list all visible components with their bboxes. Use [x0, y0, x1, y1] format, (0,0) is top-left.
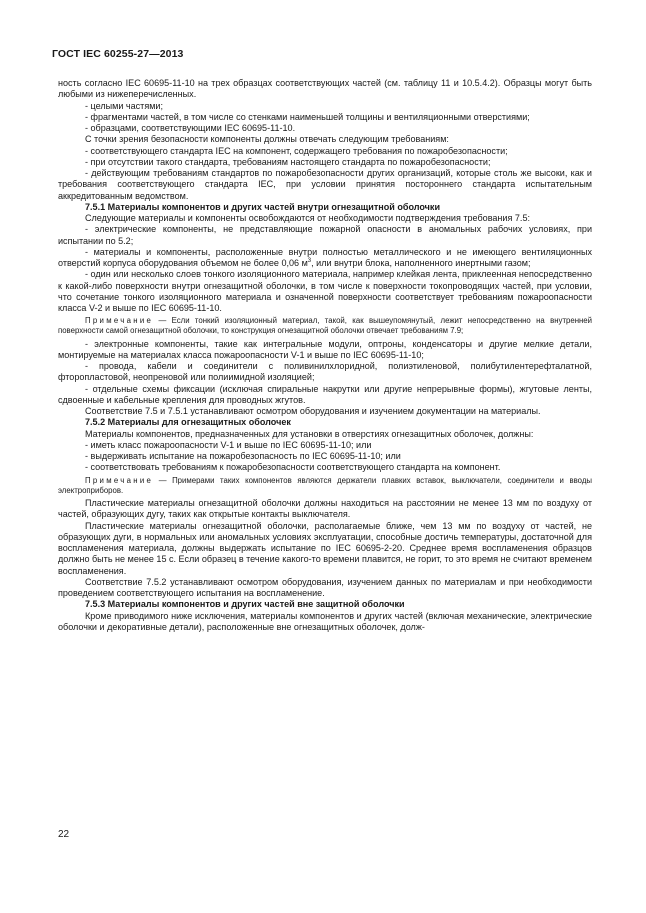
paragraph-text: - материалы и компоненты, расположенные внутри полностью металлического и не имеющего вентиляционных отверстий корпуса оборудования объемом не более 0,06 м — [58, 246, 592, 268]
paragraph: - соответствующего стандарта IEC на компонент, содержащего требования по пожаробезопасности; — [85, 145, 508, 156]
paragraph: - иметь класс пожароопасности V-1 и выше по IEC 60695-11-10; или — [85, 439, 372, 450]
section-heading: 7.5.3 Материалы компонентов и других частей вне защитной оболочки — [85, 599, 405, 610]
section-heading: 7.5.2 Материалы для огнезащитных оболочек — [85, 417, 291, 428]
paragraph: - соответствовать требованиям к пожаробезопасности соответствующего стандарта на компонент. — [85, 462, 501, 473]
document-header: ГОСТ IEC 60255-27—2013 — [52, 48, 184, 60]
page-number: 22 — [58, 829, 70, 840]
paragraph-text: , или внутри блока, наполненного инертными газом; — [311, 258, 531, 268]
note — [58, 316, 592, 336]
paragraph: Соответствие 7.5 и 7.5.1 устанавливают осмотром оборудования и изучением документации на материалы. — [85, 406, 541, 417]
paragraph: - действующим требованиям стандартов по пожаробезопасности других организаций, которые столь же высоки, как и требования соответствующего стандарта IEC, при условии принятия постороннего стандарта испытательным аккредитованным ведомством. — [58, 168, 592, 201]
note-text: — Примерами таких компонентов являются держатели плавких вставок, выключатели, соединители и вводы электроприборов. — [58, 475, 592, 495]
paragraph: Кроме приводимого ниже исключения, материалы компонентов и других частей (включая механические, электрические оболочки и декоративные детали), расположенные вне огнезащитных оболочек, долж- — [58, 610, 592, 632]
paragraph: - один или несколько слоев тонкого изоляционного материала, например клейкая лента, приклеенная непосредственно к какой-либо поверхности внутри огнезащитной оболочки, в том числе к поверхности токопроводящих частей, при условии, что сочетание тонкого изоляционного материала и означенной поверхности соответствует требованиям пожароопасности класса V-2 и выше по IEC 60695-11-10. — [58, 269, 592, 313]
paragraph — [58, 247, 592, 270]
note-text: — Если тонкий изоляционный материал, такой, как вышеупомянутый, лежит непосредственно на внутренней поверхности самой огнезащитной оболочки, то конструкция огнезащитной оболочки отвечает требованиям 7.9; — [58, 316, 592, 336]
note — [58, 476, 592, 496]
paragraph: - выдерживать испытание на пожаробезопасность по IEC 60695-11-10; или — [85, 451, 401, 462]
paragraph: Пластические материалы огнезащитной оболочки должны находиться на расстоянии не менее 13 мм по воздуху от частей, образующих дугу, таких как открытые контакты выключателя. — [58, 498, 592, 520]
paragraph: - провода, кабели и соединители с поливинилхлоридной, полиэтиленовой, полибутилентерефталатной, фторопластовой, неопреновой или полиимидной изоляцией; — [58, 361, 592, 383]
paragraph: - целыми частями; — [85, 100, 164, 111]
paragraph: С точки зрения безопасности компоненты должны отвечать следующим требованиям: — [85, 134, 449, 145]
paragraph: - при отсутствии такого стандарта, требованиям настоящего стандарта по пожаробезопасности; — [85, 156, 491, 167]
paragraph: - фрагментами частей, в том числе со стенками наименьшей толщины и вентиляционными отверстиями; — [85, 111, 530, 122]
paragraph: Материалы компонентов, предназначенных для установки в отверстиях огнезащитных оболочек, должны: — [85, 428, 534, 439]
paragraph: Соответствие 7.5.2 устанавливают осмотром оборудования, изучением данных по материалам и при необходимости проведением соответствующего испытания на воспламенение. — [58, 576, 592, 599]
paragraph: Пластические материалы огнезащитной оболочки, располагаемые ближе, чем 13 мм по воздуху от частей, не образующих дуги, в нормальных или аномальных условиях эксплуатации, способные достичь температуры, достаточной для воспламенения материала, должны выдержать испытание по IEC 60695-2-20. Среднее время воспламенения образцов должно быть не менее 15 с. Если образец в течение какого-то времени плавится, не горит, то это время не считают временем воспламенения. — [58, 520, 592, 576]
paragraph: - отдельные схемы фиксации (исключая спиральные накрутки или другие непрерывные формы), жгутовые ленты, сдвоенные и кабельные крепления для проводных жгутов. — [58, 383, 592, 405]
superscript: 3 — [307, 257, 312, 264]
section-heading: 7.5.1 Материалы компонентов и других частей внутри огнезащитной оболочки — [85, 201, 441, 212]
paragraph: Следующие материалы и компоненты освобождаются от необходимости подтверждения требования 7.5: — [85, 213, 530, 223]
paragraph: - электронные компоненты, такие как интегральные модули, оптроны, конденсаторы и другие мелкие детали, монтируемые на материалах класса пожароопасности V-1 и выше по IEC 60695-11-10; — [58, 338, 592, 360]
note-label: Примечание — [85, 475, 154, 485]
paragraph: - образцами, соответствующими IEC 60695-11-10. — [85, 123, 296, 133]
paragraph: - электрические компоненты, не представляющие пожарной опасности в аномальных рабочих условиях, при испытании по 5.2; — [58, 224, 592, 246]
paragraph: ность согласно IEC 60695-11-10 на трех образцах соответствующих частей (см. таблицу 11 и 10.5.4.2). Образцы могут быть любыми из нижеперечисленных. — [58, 78, 592, 100]
document-body — [58, 78, 592, 633]
note-label: Примечание — [85, 316, 154, 326]
